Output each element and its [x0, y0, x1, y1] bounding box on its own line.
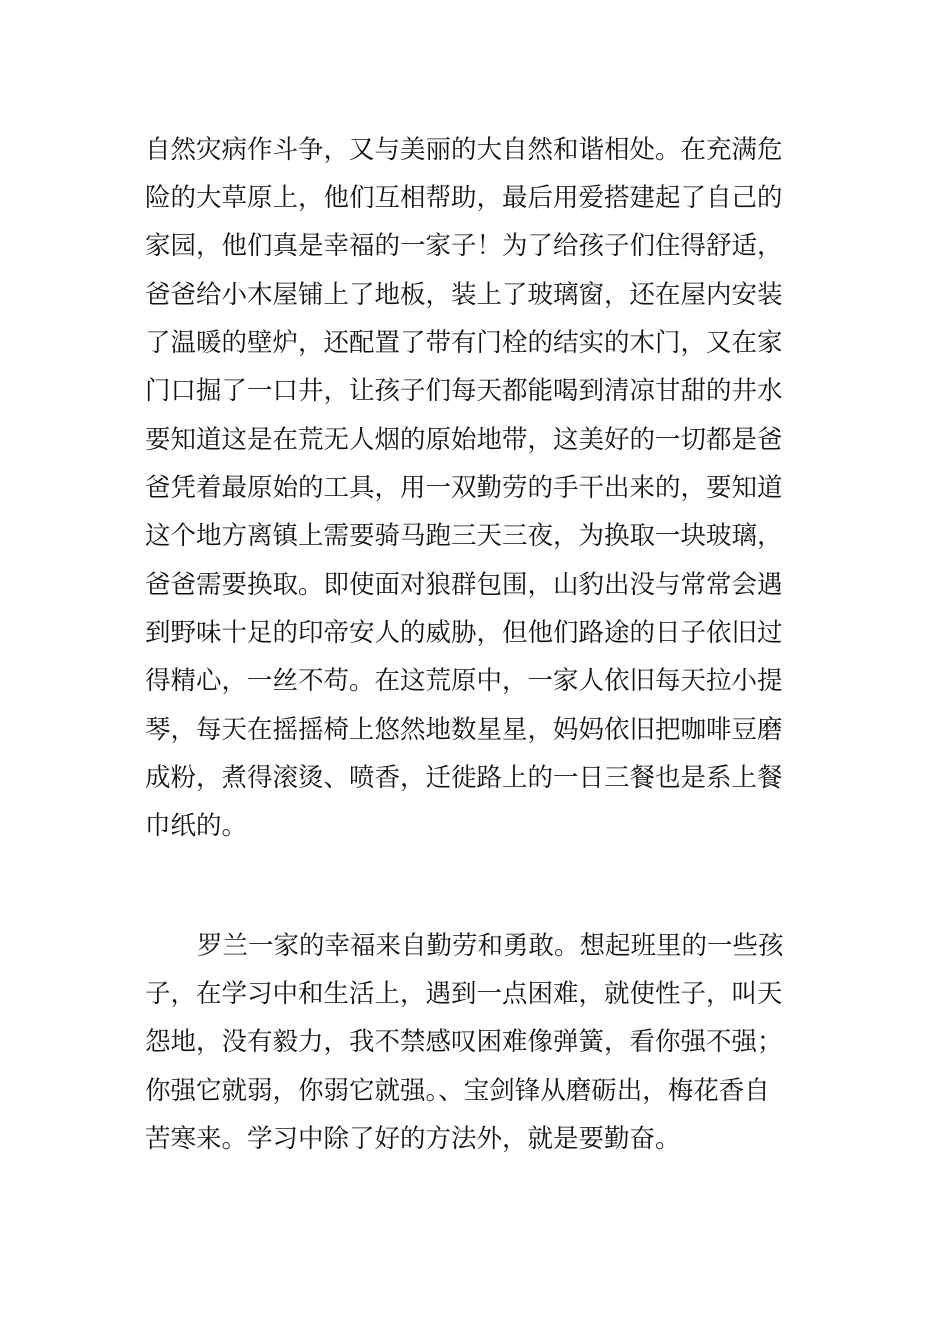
- text-line: 要知道这是在荒无人烟的原始地带，这美好的一切都是爸: [145, 425, 783, 455]
- text-line: 家园，他们真是幸福的一家子！为了给孩子们住得舒适，: [145, 231, 783, 261]
- text-line: 子，在学习中和生活上，遇到一点困难，就使性子，叫天: [145, 979, 783, 1009]
- text-line: 爸凭着最原始的工具，用一双勤劳的手干出来的，要知道: [145, 473, 783, 503]
- text-line: 罗兰一家的幸福来自勤劳和勇敢。想起班里的一些孩: [197, 931, 784, 961]
- text-line: 爸爸给小木屋铺上了地板，装上了玻璃窗，还在屋内安装: [145, 280, 783, 310]
- text-line: 琴，每天在摇摇椅上悠然地数星星，妈妈依旧把咖啡豆磨: [145, 715, 783, 745]
- text-line: 怨地，没有毅力，我不禁感叹困难像弹簧，看你强不强；: [145, 1027, 783, 1057]
- text-line: 苦寒来。学习中除了好的方法外，就是要勤奋。: [145, 1124, 681, 1154]
- text-line: 这个地方离镇上需要骑马跑三天三夜，为换取一块玻璃，: [145, 521, 783, 551]
- text-line: 险的大草原上，他们互相帮助，最后用爱搭建起了自己的: [145, 183, 783, 213]
- text-line: 了温暖的壁炉，还配置了带有门栓的结实的木门，又在家: [145, 328, 783, 358]
- text-line: 自然灾病作斗争，又与美丽的大自然和谐相处。在充满危: [145, 135, 783, 165]
- text-line: 巾纸的。: [145, 811, 248, 841]
- text-line: 得精心，一丝不苟。在这荒原中，一家人依旧每天拉小提: [145, 666, 783, 696]
- text-line: 爸爸需要换取。即使面对狼群包围，山豹出没与常常会遇: [145, 570, 783, 600]
- text-line: 成粉，煮得滚烫、喷香，迁徙路上的一日三餐也是系上餐: [145, 763, 783, 793]
- text-line: 你强它就弱，你弱它就强。、宝剑锋从磨砺出，梅花香自: [145, 1076, 770, 1106]
- text-line: 到野味十足的印帝安人的威胁，但他们路途的日子依旧过: [145, 618, 783, 648]
- text-line: 门口掘了一口井，让孩子们每天都能喝到清凉甘甜的井水: [145, 376, 783, 406]
